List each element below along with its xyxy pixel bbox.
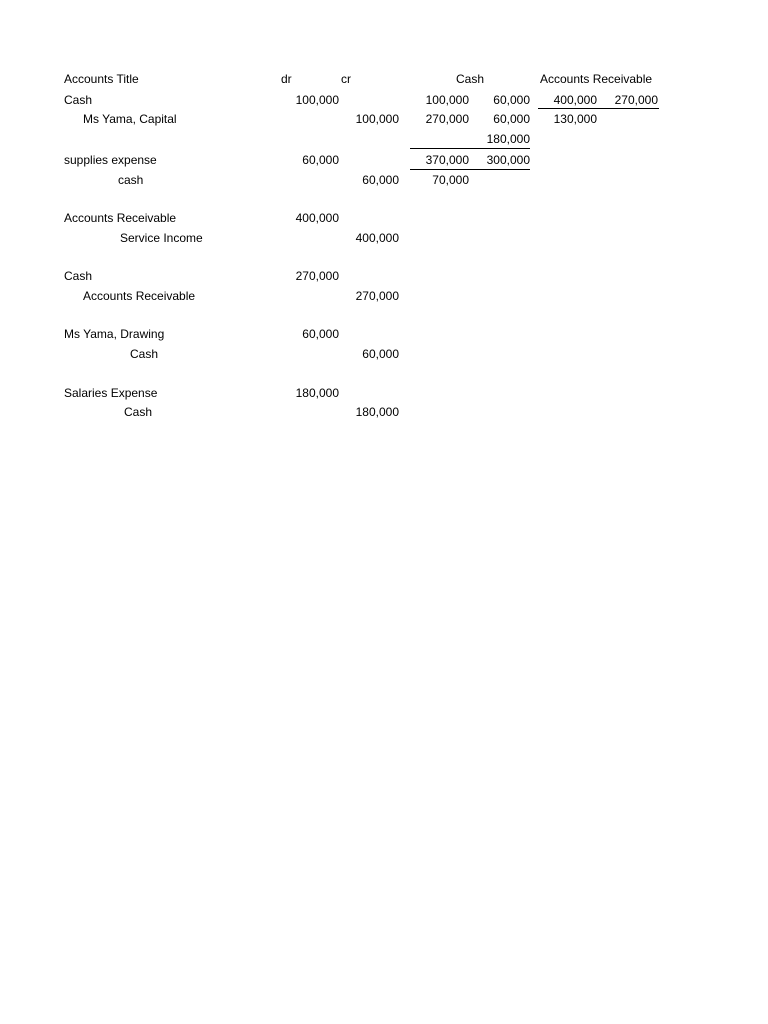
entry-6-debit-account: Salaries Expense <box>64 386 158 400</box>
entry-3-credit-amount: 400,000 <box>355 231 399 245</box>
entry-5-credit-amount: 60,000 <box>362 347 399 361</box>
journal-header-title: Accounts Title <box>64 72 139 86</box>
ar-ledger-balance: 130,000 <box>553 112 597 126</box>
ar-ledger-credit: 270,000 <box>614 93 658 107</box>
entry-3-credit-account: Service Income <box>120 231 203 245</box>
cash-ledger-balance-rule <box>410 169 530 170</box>
entry-5-debit-account: Ms Yama, Drawing <box>64 327 165 341</box>
cash-ledger-credit: 60,000 <box>493 112 530 126</box>
journal-header-dr: dr <box>281 72 292 86</box>
cash-ledger-balance: 70,000 <box>432 173 469 187</box>
entry-4-debit-account: Cash <box>64 269 93 283</box>
entry-4-debit-amount: 270,000 <box>295 269 339 283</box>
entry-3-debit-amount: 400,000 <box>295 211 339 225</box>
entry-2-debit-account: supplies expense <box>64 153 157 167</box>
ar-ledger-title: Accounts Receivable <box>540 72 653 86</box>
cash-ledger-debit-total: 370,000 <box>425 153 469 167</box>
ar-ledger-debit: 400,000 <box>553 93 597 107</box>
cash-ledger-title: Cash <box>456 72 485 86</box>
cash-ledger-credit-total: 300,000 <box>486 153 530 167</box>
cash-ledger-total-rule <box>410 148 530 149</box>
cash-ledger-credit: 180,000 <box>486 132 530 146</box>
journal-header-cr: cr <box>341 72 351 86</box>
entry-3-debit-account: Accounts Receivable <box>64 211 177 225</box>
cash-ledger-debit: 100,000 <box>425 93 469 107</box>
entry-6-credit-amount: 180,000 <box>355 405 399 419</box>
entry-4-credit-amount: 270,000 <box>355 289 399 303</box>
entry-6-credit-account: Cash <box>124 405 153 419</box>
ar-ledger-rule <box>538 108 659 109</box>
entry-1-debit-amount: 100,000 <box>295 93 339 107</box>
entry-2-credit-account: cash <box>118 173 144 187</box>
entry-1-credit-amount: 100,000 <box>355 112 399 126</box>
entry-1-debit-account: Cash <box>64 93 93 107</box>
entry-5-credit-account: Cash <box>130 347 159 361</box>
cash-ledger-debit: 270,000 <box>425 112 469 126</box>
entry-4-credit-account: Accounts Receivable <box>83 289 196 303</box>
entry-2-debit-amount: 60,000 <box>302 153 339 167</box>
entry-2-credit-amount: 60,000 <box>362 173 399 187</box>
entry-1-credit-account: Ms Yama, Capital <box>83 112 177 126</box>
entry-6-debit-amount: 180,000 <box>295 386 339 400</box>
cash-ledger-credit: 60,000 <box>493 93 530 107</box>
entry-5-debit-amount: 60,000 <box>302 327 339 341</box>
